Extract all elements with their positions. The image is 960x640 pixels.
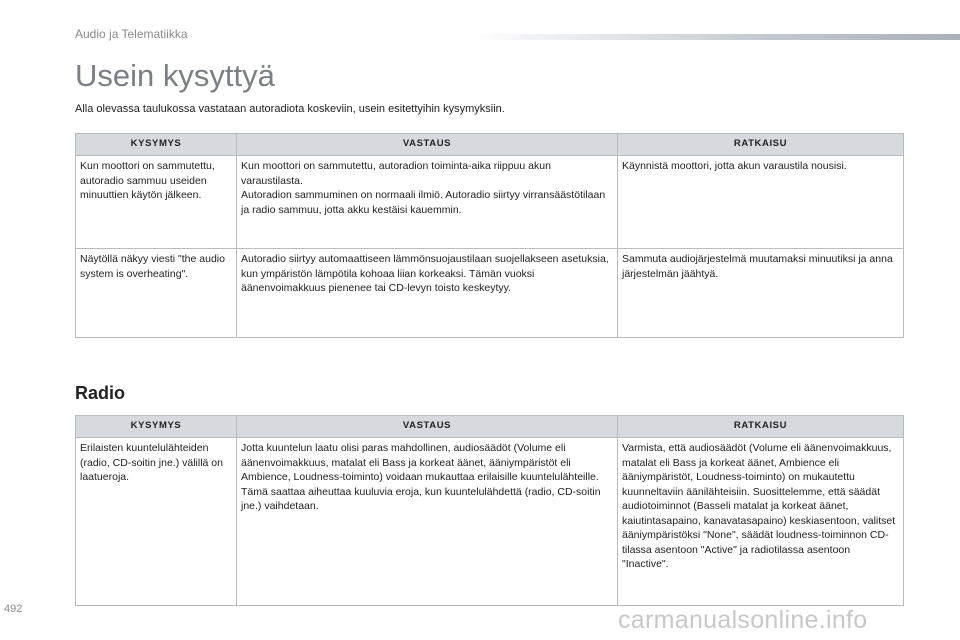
section-header: Audio ja Telematiikka bbox=[75, 27, 188, 41]
watermark: carmanualsonline.info bbox=[618, 606, 868, 634]
solution-cell: Sammuta audiojärjestelmä muutamaksi minuutiksi ja anna järjestelmän jäähtyä. bbox=[618, 249, 904, 338]
table-row bbox=[76, 249, 904, 338]
header-rule bbox=[470, 34, 960, 40]
radio-section-title: Radio bbox=[75, 383, 126, 403]
table-row bbox=[76, 156, 904, 249]
answer-cell bbox=[237, 156, 618, 249]
answer-cell: Jotta kuuntelun laatu olisi paras mahdollinen, audiosäädöt (Volume eli äänenvoimakkuus, matalat eli Bass ja korkeat äänet, ääniympäristöt eli Ambience, Loudness-toiminto) voidaan mukauttaa erilaisille kuuntelulähteille. Tämä saattaa aiheuttaa kuuluvia eroja, kun kuuntelulähdettä (radio, CD-soitin jne.) vaihdetaan. bbox=[237, 438, 618, 606]
column-header-question: KYSYMYS bbox=[76, 134, 237, 156]
column-header-question: KYSYMYS bbox=[76, 416, 237, 438]
column-header-solution: RATKAISU bbox=[618, 134, 904, 156]
solution-cell: Käynnistä moottori, jotta akun varaustila nousisi. bbox=[618, 156, 904, 249]
answer-paragraph: Autoradion sammuminen on normaali ilmiö. Autoradio siirtyy virransäästötilaan ja radio sammuu, jotta akku kestäisi kauemmin. bbox=[241, 189, 606, 216]
question-cell: Kun moottori on sammutettu, autoradio sammuu useiden minuuttien käytön jälkeen. bbox=[76, 156, 237, 249]
column-header-answer: VASTAUS bbox=[237, 416, 618, 438]
table-header-row bbox=[76, 134, 904, 156]
column-header-answer: VASTAUS bbox=[237, 134, 618, 156]
question-cell: Näytöllä näkyy viesti "the audio system is overheating". bbox=[76, 249, 237, 338]
column-header-solution: RATKAISU bbox=[618, 416, 904, 438]
solution-cell: Varmista, että audiosäädöt (Volume eli äänenvoimakkuus, matalat eli Bass ja korkeat äänet, Ambience eli ääniympäristöt, Loudness-toiminto) on mukautettu kuunneltaviin äänilähteisiin. Suosittelemme, että säädät audiotoiminnot (Basseli matalat ja korkeat äänet, kaiutintasapaino, kanavatasapaino) keskiasentoon, valitset ääniympäristöksi "None", säädät loudness-toiminnon CD-tilassa asentoon "Active" ja radiotilassa asentoon "Inactive". bbox=[618, 438, 904, 606]
question-cell: Erilaisten kuuntelulähteiden (radio, CD-soitin jne.) välillä on laatueroja. bbox=[76, 438, 237, 606]
table-header-row bbox=[76, 416, 904, 438]
page-number: 492 bbox=[4, 603, 23, 615]
answer-cell: Autoradio siirtyy automaattiseen lämmönsuojaustilaan suojellakseen asetuksia, kun ympäristön lämpötila kohoaa liian korkeaksi. Tämän vuoksi äänenvoimakkuus pienenee tai CD-levyn toisto keskeytyy. bbox=[237, 249, 618, 338]
radio-faq-table bbox=[75, 415, 904, 606]
intro-text: Alla olevassa taulukossa vastataan autoradiota koskeviin, usein esitettyihin kysymyksiin. bbox=[75, 103, 505, 115]
page-title: Usein kysyttyä bbox=[75, 58, 275, 93]
faq-table bbox=[75, 133, 904, 338]
answer-paragraph: Kun moottori on sammutettu, autoradion toiminta-aika riippuu akun varaustilasta. bbox=[241, 160, 551, 187]
table-row bbox=[76, 438, 904, 606]
